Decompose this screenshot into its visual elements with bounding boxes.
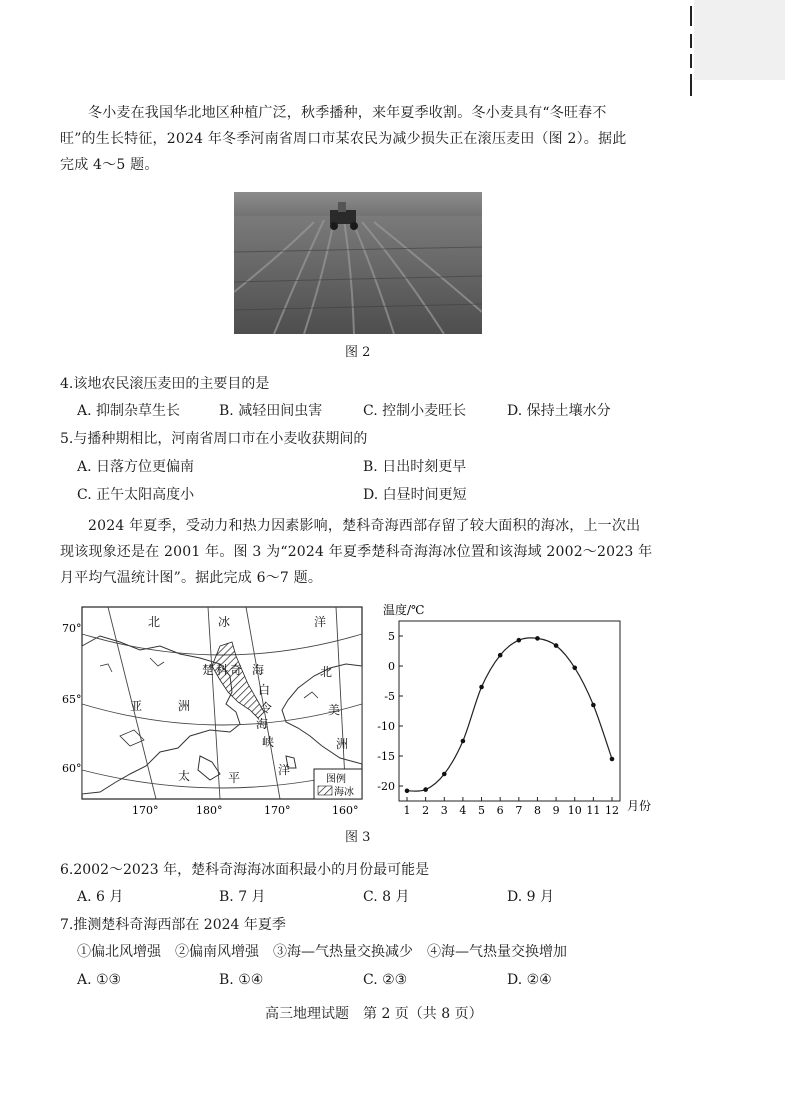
wheat-field-photo — [234, 192, 482, 334]
label-hai-strait: 海 — [256, 717, 269, 731]
chart-ylabel: 温度/℃ — [383, 603, 425, 617]
question-5-stem: 5.与播种期相比，河南省周口市在小麦收获期间的 — [60, 431, 368, 447]
label-yang-pacific: 洋 — [278, 763, 291, 777]
x-tick-label: 9 — [552, 804, 560, 817]
label-yang-arctic: 洋 — [314, 615, 327, 629]
binding-mark — [690, 74, 692, 96]
data-point — [423, 787, 428, 792]
chart-xlabel: 月份 — [627, 799, 652, 813]
label-zhou-asia: 洲 — [178, 699, 191, 713]
q7-option-d[interactable]: D. ②④ — [507, 972, 552, 988]
lon-label-180: 180° — [196, 804, 223, 817]
x-tick-label: 3 — [440, 804, 448, 817]
passage-1 — [60, 100, 740, 178]
lat-label-60: 60° — [62, 762, 82, 775]
data-point — [498, 653, 503, 658]
figure-3-map — [60, 606, 372, 818]
question-4-stem: 4.该地农民滚压麦田的主要目的是 — [60, 376, 270, 392]
q5-option-b[interactable]: B. 日出时刻更早 — [363, 459, 467, 475]
data-point — [517, 638, 522, 643]
chukchi-sea-map — [60, 606, 372, 818]
y-tick-label: 0 — [388, 660, 395, 673]
label-tai: 太 — [178, 769, 191, 783]
y-tick-label: -20 — [377, 780, 395, 793]
label-bing-arctic: 冰 — [218, 615, 231, 629]
data-point — [442, 772, 447, 777]
q4-option-d[interactable]: D. 保持土壤水分 — [507, 403, 611, 419]
q6-option-d[interactable]: D. 9 月 — [507, 889, 554, 905]
x-tick-label: 4 — [459, 804, 467, 817]
figure-3-caption: 图 3 — [345, 830, 371, 845]
passage-1-line1: 冬小麦在我国华北地区种植广泛，秋季播种，来年夏季收割。冬小麦具有“冬旺春不 — [88, 105, 607, 121]
q7-option-b[interactable]: B. ①④ — [219, 972, 264, 988]
legend-title: 图例 — [326, 774, 346, 785]
x-tick-label: 12 — [605, 804, 619, 817]
q4-option-b[interactable]: B. 减轻田间虫害 — [219, 403, 323, 419]
plot-frame — [399, 621, 620, 801]
label-bei-arctic: 北 — [148, 615, 161, 629]
label-bei-america: 北 — [320, 665, 333, 679]
label-qi: 奇 — [230, 663, 243, 677]
x-tick-label: 7 — [515, 804, 523, 817]
passage-2-line3: 月平均气温统计图”。据此完成 6～7 题。 — [60, 570, 323, 586]
y-tick-label: 5 — [388, 630, 395, 643]
x-tick-label: 2 — [422, 804, 430, 817]
data-point — [405, 789, 410, 794]
lat-label-65: 65° — [62, 693, 82, 706]
y-tick-label: -5 — [384, 690, 395, 703]
x-tick-label: 8 — [533, 804, 541, 817]
page-footer: 高三地理试题 第 2 页（共 8 页） — [265, 1006, 483, 1022]
data-point — [572, 666, 577, 671]
q7-option-a[interactable]: A. ①③ — [77, 972, 122, 988]
question-7-items: ①偏北风增强 ②偏南风增强 ③海—气热量交换减少 ④海—气热量交换增加 — [77, 944, 567, 960]
q5-option-c[interactable]: C. 正午太阳高度小 — [77, 487, 195, 503]
binding-mark — [690, 34, 692, 48]
passage-1-line3: 完成 4～5 题。 — [60, 157, 159, 173]
q6-option-a[interactable]: A. 6 月 — [77, 889, 124, 905]
q4-option-a[interactable]: A. 抑制杂草生长 — [77, 403, 181, 419]
data-point — [479, 685, 484, 690]
q7-option-c[interactable]: C. ②③ — [363, 972, 408, 988]
label-mei: 美 — [328, 703, 341, 717]
y-tick-label: -15 — [377, 750, 395, 763]
label-ke: 科 — [216, 663, 229, 677]
data-point — [591, 703, 596, 708]
temperature-line-chart — [375, 596, 665, 818]
q4-option-c[interactable]: C. 控制小麦旺长 — [363, 403, 467, 419]
label-chu: 楚 — [202, 663, 215, 677]
legend-swatch — [318, 786, 332, 795]
data-point — [461, 739, 466, 744]
lon-label-170e: 170° — [132, 804, 159, 817]
lon-label-170w: 170° — [264, 804, 291, 817]
x-tick-label: 10 — [567, 804, 582, 817]
x-tick-label: 1 — [403, 804, 411, 817]
lat-label-70: 70° — [62, 622, 82, 635]
x-tick-label: 5 — [478, 804, 486, 817]
data-point — [535, 636, 540, 641]
question-7-stem: 7.推测楚科奇海西部在 2024 年夏季 — [60, 917, 286, 933]
question-6-stem: 6.2002～2023 年，楚科奇海海冰面积最小的月份最可能是 — [60, 862, 430, 878]
passage-1-line2: 旺”的生长特征，2024 年冬季河南省周口市某农民为减少损失正在滚压麦田（图 2）。据此 — [60, 131, 627, 147]
q6-option-c[interactable]: C. 8 月 — [363, 889, 410, 905]
label-ping: 平 — [228, 771, 241, 785]
figure-2-caption: 图 2 — [345, 345, 371, 360]
binding-mark — [690, 54, 692, 68]
data-point — [610, 757, 615, 762]
label-xia: 峡 — [262, 735, 275, 749]
passage-2-line2: 现该现象还是在 2001 年。图 3 为“2024 年夏季楚科奇海海冰位置和该海域 2002～2023 年 — [60, 544, 653, 560]
lon-label-160w: 160° — [332, 804, 359, 817]
passage-2-line1: 2024 年夏季，受动力和热力因素影响，楚科奇海西部存留了较大面积的海冰，上一次出 — [88, 518, 641, 534]
figure-2-photo — [234, 192, 482, 334]
legend-item: 海冰 — [334, 787, 354, 798]
temperature-chart — [375, 596, 665, 818]
q6-option-b[interactable]: B. 7 月 — [219, 889, 266, 905]
binding-panel — [694, 0, 785, 80]
label-bai: 白 — [258, 683, 271, 697]
data-point — [554, 643, 559, 648]
x-tick-label: 6 — [496, 804, 504, 817]
q5-option-a[interactable]: A. 日落方位更偏南 — [77, 459, 195, 475]
label-ling: 令 — [260, 701, 273, 715]
y-tick-label: -10 — [377, 720, 395, 733]
label-ya: 亚 — [130, 699, 143, 713]
binding-mark — [690, 6, 692, 26]
passage-2 — [60, 513, 740, 591]
x-tick-label: 11 — [586, 804, 601, 817]
label-hai-chukchi: 海 — [252, 663, 265, 677]
q5-option-d[interactable]: D. 白昼时间更短 — [363, 487, 467, 503]
label-zhou-america: 洲 — [336, 737, 349, 751]
